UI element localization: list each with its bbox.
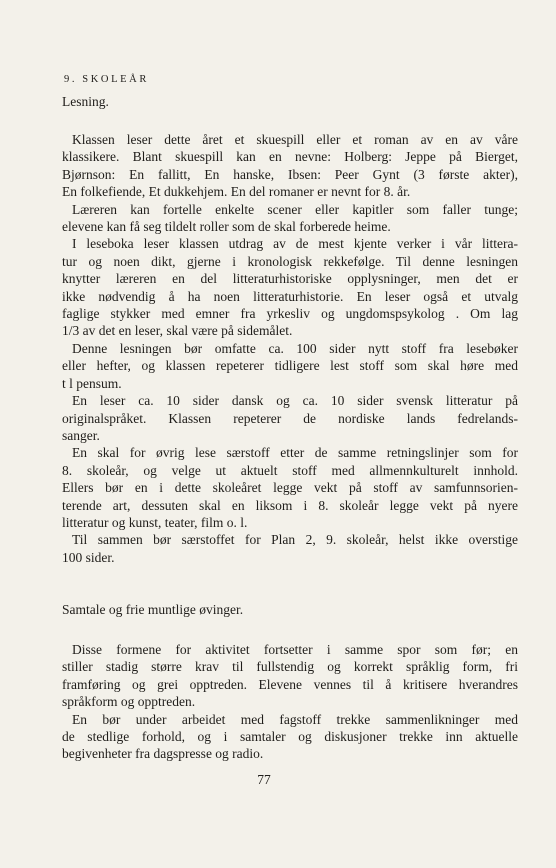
- text-line: Disse formene for aktivitet fortsetter i samme spor som før; en: [72, 642, 518, 657]
- text-line: ikke nødvendig å ha noen litteraturhistorie. En leser også et utvalg: [62, 288, 518, 304]
- text-line: klassikere. Blant skuespill kan en nevne: Holberg: Jeppe på Bierget,: [62, 149, 518, 165]
- text-line: originalspråket. Klassen repeterer de nordiske lands fedrelands-: [62, 410, 518, 426]
- page-number: 77: [257, 772, 271, 787]
- text-line: eller hefter, og klassen repeterer tidligere lest stoff som skal høre med: [62, 358, 518, 374]
- text-line: 100 sider.: [62, 549, 115, 565]
- text-line: 8. skoleår, og velge ut aktuelt stoff med allmennkulturelt innhold.: [62, 462, 518, 478]
- text-line: I leseboka leser klassen utdrag av de mest kjente verker i vår littera-: [72, 236, 518, 252]
- text-line: t l pensum.: [62, 375, 122, 391]
- text-line: En folkefiende, Et dukkehjem. En del romaner er nevnt for 8. år.: [62, 184, 411, 200]
- text-line: Læreren kan fortelle enkelte scener eller kapitler som faller tunge;: [72, 201, 518, 217]
- text-line: Bjørnson: En fallitt, En hanske, Ibsen: Peer Gynt (3 første akter),: [62, 166, 518, 182]
- text-line: sanger.: [62, 427, 100, 443]
- text-line: begivenheter fra dagspresse og radio.: [62, 746, 264, 762]
- text-line: faglige stykker med emner fra yrkesliv og ungdomspsykolog . Om lag: [62, 306, 518, 322]
- text-line: Ellers bør en i dette skoleåret legge vekt på stoff av samfunnsorien-: [62, 480, 518, 496]
- section-body-samtale: [62, 641, 518, 763]
- text-line: stiller stadig større krav til fullstendig og korrekt språklig form, fri: [62, 659, 518, 675]
- text-line: knytter læreren en del litteraturhistoriske opplysninger, men det er: [62, 271, 518, 287]
- text-line: En bør under arbeidet med fagstoff trekke sammenlikninger med: [72, 711, 518, 727]
- text-line: elevene kan få seg tildelt roller som de skal forberede heime.: [62, 219, 391, 235]
- chapter-heading: 9. SKOLEÅR: [64, 74, 149, 85]
- text-line: litteratur og kunst, teater, film o. l.: [62, 514, 248, 530]
- text-line: språkform og opptreden.: [62, 694, 196, 710]
- text-line: 1/3 av det en leser, skal være på sidemålet.: [62, 323, 293, 339]
- text-line: tur og noen dikt, gjerne i kronologisk rekkefølge. Til denne lesningen: [62, 253, 518, 269]
- text-line: framføring og grei opptreden. Elevene vennes til å kritisere hverandres: [62, 676, 518, 692]
- text-line: Denne lesningen bør omfatte ca. 100 sider nytt stoff fra lesebøker: [72, 340, 518, 356]
- text-line: Klassen leser dette året et skuespill eller et roman av en av våre: [72, 132, 518, 147]
- text-line: de stedlige forhold, og i samtaler og diskusjoner trekke inn aktuelle: [62, 729, 518, 745]
- section-title-lesning: Lesning.: [62, 94, 109, 109]
- section-body-lesning: [62, 131, 518, 566]
- text-line: terende art, dessuten skal en liksom i 8. skoleår legge vekt på nyere: [62, 497, 518, 513]
- section-title-samtale: Samtale og frie muntlige øvinger.: [62, 602, 244, 617]
- text-line: En leser ca. 10 sider dansk og ca. 10 sider svensk litteratur på: [72, 393, 518, 409]
- text-line: En skal for øvrig lese særstoff etter de samme retningslinjer som for: [72, 445, 518, 461]
- text-line: Til sammen bør særstoffet for Plan 2, 9. skoleår, helst ikke overstige: [72, 532, 518, 548]
